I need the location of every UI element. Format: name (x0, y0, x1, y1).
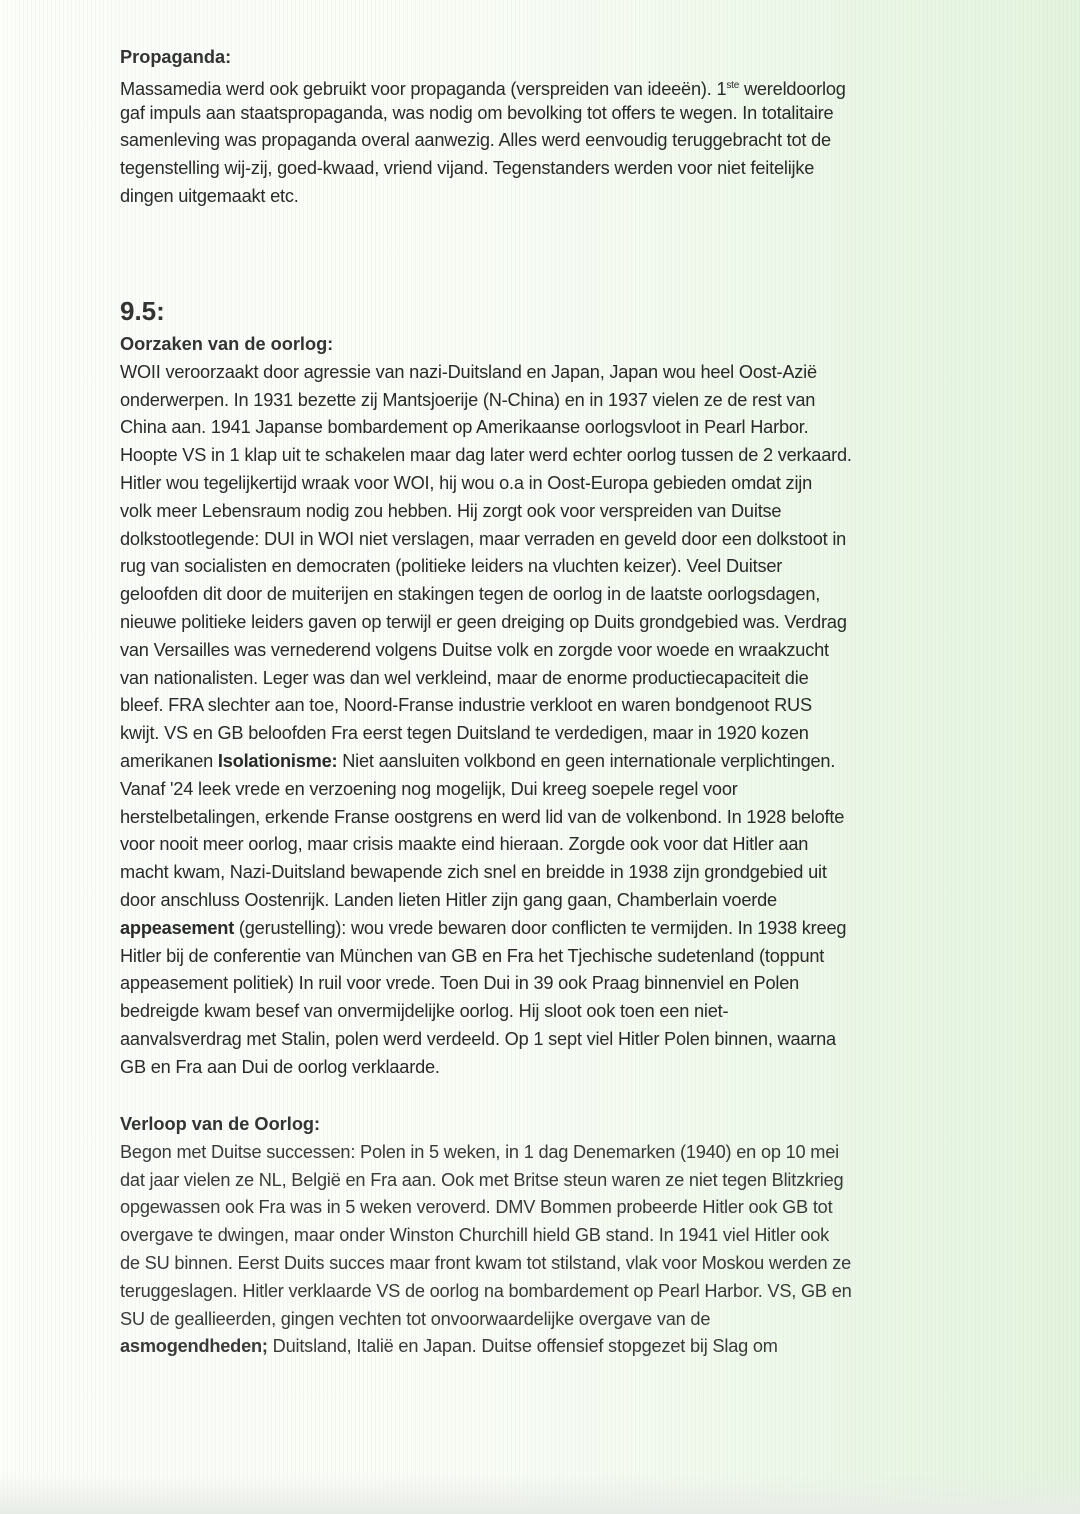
text-line (120, 72, 980, 100)
text-segment: Duitsland, Italië en Japan. Duitse offensief stopgezet bij Slag om (267, 1336, 778, 1357)
propaganda-heading: Propaganda: (120, 47, 232, 67)
text-segment: Massamedia werd ook gebruikt voor propaganda (verspreiden van ideeën). 1 (120, 78, 727, 99)
text-line (120, 887, 980, 915)
text-segment: Begon met Duitse successen: Polen in 5 weken, in 1 dag Denemarken (1940) en op 10 mei (120, 1141, 840, 1162)
verloop-heading: Verloop van de Oorlog: (120, 1114, 321, 1134)
text-segment: Hoopte VS in 1 klap uit te schakelen maar dag later werd echter oorlog tussen de 2 verkaard. (120, 445, 852, 466)
text-line (120, 609, 980, 637)
text-segment: Niet aansluiten volkbond en geen internationale verplichtingen. (337, 750, 836, 771)
text-segment: SU de geallieerden, gingen vechten tot onvoorwaardelijke overgave van de (120, 1308, 711, 1329)
text-line (120, 470, 980, 498)
text-line (120, 1139, 980, 1167)
text-segment: voor nooit meer oorlog, maar crisis maakte eind hieraan. Zorgde ook voor dat Hitler aan (120, 834, 809, 855)
text-segment: bedreigde kwam besef van onvermijdelijke oorlog. Hij sloot ook toen een niet- (120, 1001, 729, 1022)
propaganda-body (120, 72, 980, 211)
text-line (120, 359, 980, 387)
text-segment: dolkstootlegende: DUI in WOI niet verslagen, maar verraden en geveld door een dolkstoot in (120, 528, 847, 549)
propaganda-section (120, 44, 980, 211)
text-line (120, 581, 980, 609)
text-segment: tegenstelling wij-zij, goed-kwaad, vriend vijand. Tegenstanders werden voor niet feitelijke (120, 158, 815, 179)
text-segment: rug van socialisten en democraten (politieke leiders na vluchten keizer). Veel Duitser (120, 556, 783, 577)
text-segment: Vanaf '24 leek vrede en verzoening nog mogelijk, Dui kreeg soepele regel voor (120, 778, 738, 799)
text-line (120, 831, 980, 859)
text-line (120, 970, 980, 998)
text-segment: WOII veroorzaakt door agressie van nazi-Duitsland en Japan, Japan wou heel Oost-Azië (120, 361, 817, 382)
text-line (120, 915, 980, 943)
bold-term: appeasement (120, 917, 235, 938)
text-line (120, 1333, 980, 1361)
text-segment: Hitler bij de conferentie van München van GB en Fra het Tjechische sudetenland (toppunt (120, 945, 825, 966)
text-line (120, 414, 980, 442)
text-line (120, 1278, 980, 1306)
text-line (120, 637, 980, 665)
text-line (120, 127, 980, 155)
text-segment: nieuwe politieke leiders gaven op terwijl er geen dreiging op Duits grondgebied was. Verdrag (120, 611, 847, 632)
text-segment: de SU binnen. Eerst Duits succes maar front kwam tot stilstand, vlak voor Moskou werden ze (120, 1252, 852, 1273)
text-line (120, 1222, 980, 1250)
text-segment: appeasement politiek) In ruil voor vrede. Toen Dui in 39 ook Praag binnenviel en Polen (120, 973, 800, 994)
text-segment: China aan. 1941 Japanse bombardement op Amerikaanse oorlogsvloot in Pearl Harbor. (120, 417, 809, 438)
text-segment: macht kwam, Nazi-Duitsland bewapende zich snel en breidde in 1938 zijn grondgebied uit (120, 862, 827, 883)
text-line (120, 1026, 980, 1054)
oorzaken-section (120, 331, 980, 1082)
text-line (120, 998, 980, 1026)
oorzaken-heading: Oorzaken van de oorlog: (120, 334, 334, 354)
bold-term: Isolationisme: (217, 750, 338, 771)
text-line (120, 553, 980, 581)
text-line (120, 1194, 980, 1222)
text-line (120, 387, 980, 415)
text-segment: geloofden dit door de muiterijen en stakingen tegen de oorlog in de laatste oorlogsdagen, (120, 584, 821, 605)
text-segment: opgewassen ook Fra was in 5 weken veroverd. DMV Bommen probeerde Hitler ook GB tot (120, 1197, 833, 1218)
text-line (120, 100, 980, 128)
text-line (120, 692, 980, 720)
text-segment: gaf impuls aan staatspropaganda, was nodig om bevolking tot offers te wegen. In totalitaire (120, 102, 834, 123)
text-line (120, 183, 980, 211)
text-segment: van Versailles was vernederend volgens Duitse volk en zorgde voor woede en wraakzucht (120, 639, 829, 660)
text-segment: herstelbetalingen, erkende Franse oostgrens en werd lid van de volkenbond. In 1928 belofte (120, 806, 845, 827)
text-segment: aanvalsverdrag met Stalin, polen werd verdeeld. Op 1 sept viel Hitler Polen binnen, waarna (120, 1028, 836, 1049)
text-line (120, 665, 980, 693)
text-line (120, 776, 980, 804)
text-segment: dingen uitgemaakt etc. (120, 185, 299, 206)
text-line (120, 804, 980, 832)
text-segment: onderwerpen. In 1931 bezette zij Mantsjoerije (N-China) en in 1937 vielen ze de rest van (120, 389, 816, 410)
verloop-body (120, 1139, 980, 1361)
text-line (120, 1250, 980, 1278)
text-line (120, 748, 980, 776)
text-segment: amerikanen (120, 750, 218, 771)
text-segment: teruggeslagen. Hitler verklaarde VS de oorlog na bombardement op Pearl Harbor. VS, GB en (120, 1280, 852, 1301)
text-segment: (gerustelling): wou vrede bewaren door conflicten te vermijden. In 1938 kreeg (234, 917, 847, 938)
text-segment: ste (726, 79, 740, 91)
oorzaken-body (120, 359, 980, 1082)
text-segment: kwijt. VS en GB beloofden Fra eerst tegen Duitsland te verdedigen, maar in 1920 kozen (120, 723, 809, 744)
text-line (120, 1167, 980, 1195)
text-line (120, 442, 980, 470)
text-segment: bleef. FRA slechter aan toe, Noord-Franse industrie verkloot en waren bondgenoot RUS (120, 695, 812, 716)
text-segment: overgave te dwingen, maar onder Winston Churchill hield GB stand. In 1941 viel Hitler ook (120, 1225, 830, 1246)
text-line (120, 498, 980, 526)
text-line (120, 1306, 980, 1334)
text-line (120, 526, 980, 554)
verloop-section (120, 1111, 980, 1361)
text-segment: dat jaar vielen ze NL, België en Fra aan. Ook met Britse steun waren ze niet tegen Blitzkrieg (120, 1169, 844, 1190)
text-segment: Hitler wou tegelijkertijd wraak voor WOI, hij wou o.a in Oost-Europa gebieden omdat zijn (120, 472, 813, 493)
text-line (120, 859, 980, 887)
text-segment: GB en Fra aan Dui de oorlog verklaarde. (120, 1056, 440, 1077)
text-segment: van nationalisten. Leger was dan wel verkleind, maar de enorme productiecapaciteit die (120, 667, 809, 688)
text-line (120, 720, 980, 748)
text-segment: door anschluss Oostenrijk. Landen lieten Hitler zijn gang gaan, Chamberlain voerde (120, 889, 777, 910)
text-line (120, 1054, 980, 1082)
bold-term: asmogendheden; (120, 1336, 268, 1357)
text-segment: volk meer Lebensraum nodig zou hebben. Hij zorgt ook voor verspreiden van Duitse (120, 500, 782, 521)
text-line (120, 155, 980, 183)
text-segment: wereldoorlog (739, 78, 846, 99)
section-number: 9.5: (120, 296, 165, 326)
text-segment: samenleving was propaganda overal aanwezig. Alles werd eenvoudig teruggebracht tot de (120, 130, 831, 151)
text-line (120, 943, 980, 971)
